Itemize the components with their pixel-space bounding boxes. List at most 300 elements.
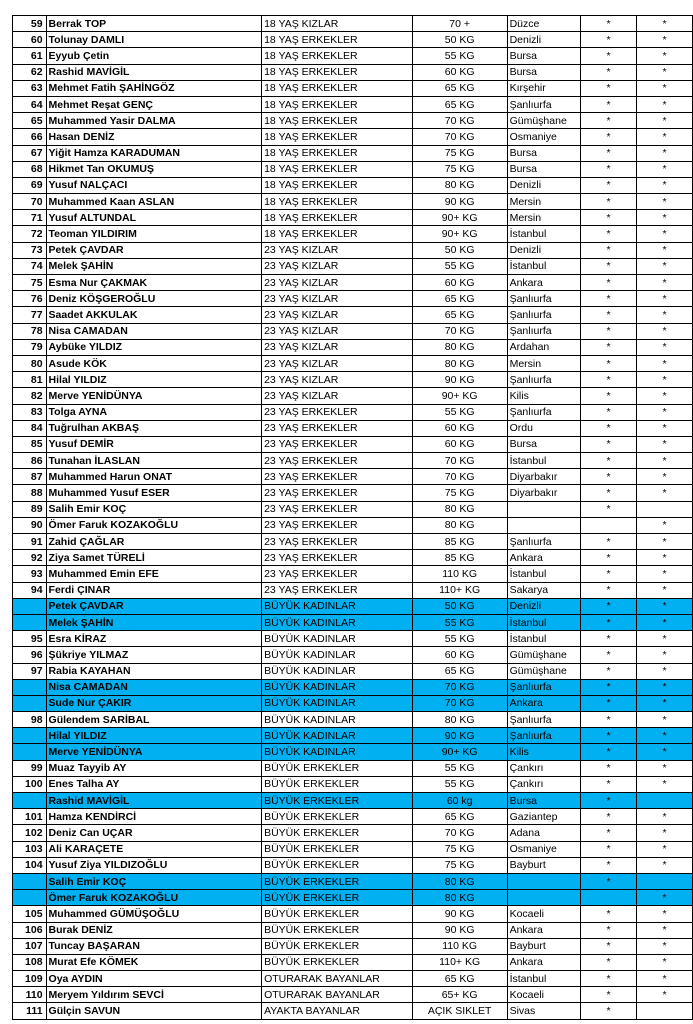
mark-cell-2: *	[637, 96, 693, 112]
mark-cell-2	[637, 501, 693, 517]
name-cell: Eyyub Çetin	[46, 48, 262, 64]
name-cell: Yusuf ALTUNDAL	[46, 210, 262, 226]
city-cell: Denizli	[507, 32, 581, 48]
weight-class-cell: 70 KG	[412, 113, 507, 129]
mark-cell-2: *	[637, 404, 693, 420]
mark-cell-1: *	[581, 339, 637, 355]
weight-class-cell: 80 KG	[412, 712, 507, 728]
mark-cell-1: *	[581, 793, 637, 809]
table-row	[13, 404, 693, 420]
weight-class-cell: 70 KG	[412, 469, 507, 485]
city-cell: Şanlıurfa	[507, 372, 581, 388]
weight-class-cell: 75 KG	[412, 841, 507, 857]
category-cell: 18 YAŞ ERKEKLER	[262, 80, 413, 96]
name-cell: Mehmet Fatih ŞAHİNGÖZ	[46, 80, 262, 96]
city-cell: Çankırı	[507, 760, 581, 776]
category-cell: 18 YAŞ ERKEKLER	[262, 161, 413, 177]
weight-class-cell: 90+ KG	[412, 388, 507, 404]
mark-cell-1: *	[581, 1003, 637, 1019]
city-cell: Ardahan	[507, 339, 581, 355]
city-cell	[507, 890, 581, 906]
city-cell: Ankara	[507, 275, 581, 291]
weight-class-cell: 75 KG	[412, 485, 507, 501]
weight-class-cell: 55 KG	[412, 258, 507, 274]
weight-class-cell: 110+ KG	[412, 954, 507, 970]
name-cell: Hilal YILDIZ	[46, 728, 262, 744]
mark-cell-1: *	[581, 129, 637, 145]
row-number-cell: 91	[13, 534, 47, 550]
mark-cell-2: *	[637, 987, 693, 1003]
mark-cell-1: *	[581, 614, 637, 630]
table-row	[13, 987, 693, 1003]
mark-cell-2: *	[637, 258, 693, 274]
weight-class-cell: 65 KG	[412, 307, 507, 323]
category-cell: 18 YAŞ ERKEKLER	[262, 113, 413, 129]
row-number-cell	[13, 695, 47, 711]
category-cell: 23 YAŞ KIZLAR	[262, 388, 413, 404]
table-row	[13, 323, 693, 339]
row-number-cell: 95	[13, 631, 47, 647]
mark-cell-2: *	[637, 420, 693, 436]
name-cell: Muhammed Harun ONAT	[46, 469, 262, 485]
weight-class-cell: 80 KG	[412, 517, 507, 533]
mark-cell-2: *	[637, 971, 693, 987]
weight-class-cell: 80 KG	[412, 890, 507, 906]
weight-class-cell: 90 KG	[412, 922, 507, 938]
name-cell: Yusuf DEMİR	[46, 436, 262, 452]
category-cell: BÜYÜK KADINLAR	[262, 598, 413, 614]
mark-cell-2: *	[637, 436, 693, 452]
city-cell: Bursa	[507, 436, 581, 452]
category-cell: 23 YAŞ KIZLAR	[262, 307, 413, 323]
table-row	[13, 145, 693, 161]
city-cell: Adana	[507, 825, 581, 841]
category-cell: BÜYÜK KADINLAR	[262, 647, 413, 663]
weight-class-cell: 85 KG	[412, 534, 507, 550]
name-cell: Deniz KÖŞGEROĞLU	[46, 291, 262, 307]
name-cell: Gülendem SARİBAL	[46, 712, 262, 728]
city-cell: İstanbul	[507, 258, 581, 274]
mark-cell-2: *	[637, 16, 693, 32]
table-row	[13, 194, 693, 210]
mark-cell-1: *	[581, 113, 637, 129]
row-number-cell: 60	[13, 32, 47, 48]
category-cell: 23 YAŞ ERKEKLER	[262, 517, 413, 533]
city-cell: Şanlıurfa	[507, 712, 581, 728]
name-cell: Hasan DENİZ	[46, 129, 262, 145]
row-number-cell	[13, 890, 47, 906]
weight-class-cell: 90+ KG	[412, 226, 507, 242]
row-number-cell: 62	[13, 64, 47, 80]
mark-cell-2: *	[637, 857, 693, 873]
table-row	[13, 760, 693, 776]
name-cell: Petek ÇAVDAR	[46, 242, 262, 258]
mark-cell-1: *	[581, 145, 637, 161]
name-cell: Salih Emir KOÇ	[46, 873, 262, 889]
table-row	[13, 420, 693, 436]
category-cell: 23 YAŞ KIZLAR	[262, 275, 413, 291]
weight-class-cell: 60 KG	[412, 275, 507, 291]
weight-class-cell: 75 KG	[412, 145, 507, 161]
category-cell: BÜYÜK ERKEKLER	[262, 793, 413, 809]
row-number-cell: 69	[13, 177, 47, 193]
row-number-cell	[13, 744, 47, 760]
category-cell: BÜYÜK ERKEKLER	[262, 922, 413, 938]
name-cell: Esra KİRAZ	[46, 631, 262, 647]
weight-class-cell: 55 KG	[412, 404, 507, 420]
city-cell: Kilis	[507, 744, 581, 760]
weight-class-cell: 70 KG	[412, 825, 507, 841]
name-cell: Enes Talha AY	[46, 776, 262, 792]
weight-class-cell: 90 KG	[412, 906, 507, 922]
mark-cell-2: *	[637, 32, 693, 48]
mark-cell-1: *	[581, 582, 637, 598]
city-cell: Ankara	[507, 954, 581, 970]
category-cell: 18 YAŞ ERKEKLER	[262, 210, 413, 226]
mark-cell-2: *	[637, 566, 693, 582]
category-cell: BÜYÜK ERKEKLER	[262, 938, 413, 954]
mark-cell-1: *	[581, 453, 637, 469]
city-cell: Şanlıurfa	[507, 679, 581, 695]
mark-cell-2: *	[637, 728, 693, 744]
table-row-highlighted	[13, 890, 693, 906]
table-row	[13, 372, 693, 388]
name-cell: Murat Efe KÖMEK	[46, 954, 262, 970]
weight-class-cell: 65 KG	[412, 809, 507, 825]
mark-cell-2: *	[637, 712, 693, 728]
category-cell: 23 YAŞ ERKEKLER	[262, 420, 413, 436]
city-cell: İstanbul	[507, 971, 581, 987]
category-cell: 18 YAŞ ERKEKLER	[262, 32, 413, 48]
mark-cell-2: *	[637, 323, 693, 339]
table-row	[13, 355, 693, 371]
table-row	[13, 64, 693, 80]
weight-class-cell: 70 KG	[412, 129, 507, 145]
category-cell: 23 YAŞ ERKEKLER	[262, 534, 413, 550]
name-cell: Berrak TOP	[46, 16, 262, 32]
table-row-highlighted	[13, 793, 693, 809]
weight-class-cell: 90 KG	[412, 194, 507, 210]
mark-cell-2: *	[637, 809, 693, 825]
category-cell: 23 YAŞ KIZLAR	[262, 242, 413, 258]
weight-class-cell: 50 KG	[412, 242, 507, 258]
city-cell: Bursa	[507, 161, 581, 177]
weight-class-cell: 110 KG	[412, 566, 507, 582]
city-cell: Diyarbakır	[507, 485, 581, 501]
mark-cell-2: *	[637, 129, 693, 145]
weight-class-cell: 90+ KG	[412, 210, 507, 226]
city-cell: Şanlıurfa	[507, 728, 581, 744]
category-cell: BÜYÜK KADINLAR	[262, 663, 413, 679]
name-cell: Hilal YILDIZ	[46, 372, 262, 388]
city-cell: Çankırı	[507, 776, 581, 792]
mark-cell-1: *	[581, 971, 637, 987]
mark-cell-1: *	[581, 631, 637, 647]
mark-cell-2: *	[637, 954, 693, 970]
name-cell: Rashid MAVİGİL	[46, 793, 262, 809]
table-row-highlighted	[13, 614, 693, 630]
name-cell: Asude KÖK	[46, 355, 262, 371]
table-row-highlighted	[13, 728, 693, 744]
weight-class-cell: 70 KG	[412, 323, 507, 339]
mark-cell-1: *	[581, 938, 637, 954]
mark-cell-1: *	[581, 275, 637, 291]
city-cell: Sivas	[507, 1003, 581, 1019]
mark-cell-1: *	[581, 776, 637, 792]
mark-cell-1: *	[581, 728, 637, 744]
mark-cell-1: *	[581, 161, 637, 177]
category-cell: BÜYÜK ERKEKLER	[262, 841, 413, 857]
table-row	[13, 113, 693, 129]
mark-cell-1: *	[581, 210, 637, 226]
weight-class-cell: 65 KG	[412, 971, 507, 987]
category-cell: BÜYÜK KADINLAR	[262, 712, 413, 728]
category-cell: 23 YAŞ ERKEKLER	[262, 469, 413, 485]
mark-cell-2: *	[637, 922, 693, 938]
mark-cell-1	[581, 517, 637, 533]
mark-cell-1: *	[581, 420, 637, 436]
table-row	[13, 96, 693, 112]
weight-class-cell: 75 KG	[412, 161, 507, 177]
name-cell: Deniz Can UÇAR	[46, 825, 262, 841]
mark-cell-2: *	[637, 614, 693, 630]
category-cell: 23 YAŞ ERKEKLER	[262, 404, 413, 420]
row-number-cell: 85	[13, 436, 47, 452]
category-cell: 23 YAŞ ERKEKLER	[262, 501, 413, 517]
row-number-cell: 104	[13, 857, 47, 873]
city-cell: Gümüşhane	[507, 663, 581, 679]
mark-cell-2: *	[637, 598, 693, 614]
category-cell: 23 YAŞ ERKEKLER	[262, 453, 413, 469]
category-cell: OTURARAK BAYANLAR	[262, 987, 413, 1003]
category-cell: 23 YAŞ ERKEKLER	[262, 436, 413, 452]
row-number-cell: 59	[13, 16, 47, 32]
table-row	[13, 16, 693, 32]
row-number-cell: 102	[13, 825, 47, 841]
category-cell: BÜYÜK ERKEKLER	[262, 954, 413, 970]
table-row	[13, 534, 693, 550]
mark-cell-1: *	[581, 436, 637, 452]
table-row	[13, 388, 693, 404]
table-row	[13, 631, 693, 647]
weight-class-cell: 60 KG	[412, 64, 507, 80]
mark-cell-1: *	[581, 873, 637, 889]
name-cell: Nisa CAMADAN	[46, 679, 262, 695]
row-number-cell: 89	[13, 501, 47, 517]
city-cell	[507, 517, 581, 533]
mark-cell-1: *	[581, 177, 637, 193]
mark-cell-2: *	[637, 631, 693, 647]
category-cell: BÜYÜK KADINLAR	[262, 695, 413, 711]
name-cell: Zahid ÇAĞLAR	[46, 534, 262, 550]
table-row	[13, 922, 693, 938]
weight-class-cell: 75 KG	[412, 857, 507, 873]
row-number-cell: 106	[13, 922, 47, 938]
city-cell: Kırşehir	[507, 80, 581, 96]
mark-cell-1: *	[581, 485, 637, 501]
name-cell: Sude Nur ÇAKIR	[46, 695, 262, 711]
table-row	[13, 647, 693, 663]
table-row	[13, 80, 693, 96]
weight-class-cell: 70 KG	[412, 695, 507, 711]
weight-class-cell: 80 KG	[412, 873, 507, 889]
city-cell: İstanbul	[507, 614, 581, 630]
table-row	[13, 566, 693, 582]
category-cell: OTURARAK BAYANLAR	[262, 971, 413, 987]
name-cell: Muaz Tayyib AY	[46, 760, 262, 776]
city-cell: Bursa	[507, 145, 581, 161]
mark-cell-2: *	[637, 226, 693, 242]
name-cell: Şükriye YILMAZ	[46, 647, 262, 663]
row-number-cell: 109	[13, 971, 47, 987]
mark-cell-1: *	[581, 388, 637, 404]
category-cell: 23 YAŞ ERKEKLER	[262, 566, 413, 582]
table-row	[13, 582, 693, 598]
mark-cell-1: *	[581, 906, 637, 922]
city-cell: İstanbul	[507, 631, 581, 647]
name-cell: Yusuf NALÇACI	[46, 177, 262, 193]
mark-cell-1: *	[581, 679, 637, 695]
row-number-cell: 70	[13, 194, 47, 210]
city-cell: Osmaniye	[507, 841, 581, 857]
mark-cell-2: *	[637, 307, 693, 323]
name-cell: Petek ÇAVDAR	[46, 598, 262, 614]
weight-class-cell: 55 KG	[412, 776, 507, 792]
row-number-cell: 84	[13, 420, 47, 436]
table-row	[13, 258, 693, 274]
table-row-highlighted	[13, 744, 693, 760]
name-cell: Muhammed GÜMÜŞOĞLU	[46, 906, 262, 922]
weight-class-cell: 70 KG	[412, 679, 507, 695]
table-row	[13, 469, 693, 485]
row-number-cell: 107	[13, 938, 47, 954]
city-cell: İstanbul	[507, 566, 581, 582]
name-cell: Ali KARAÇETE	[46, 841, 262, 857]
mark-cell-2	[637, 873, 693, 889]
table-row	[13, 48, 693, 64]
category-cell: BÜYÜK KADINLAR	[262, 744, 413, 760]
mark-cell-2: *	[637, 890, 693, 906]
weight-class-cell: 70 +	[412, 16, 507, 32]
table-row	[13, 129, 693, 145]
row-number-cell	[13, 614, 47, 630]
table-row	[13, 776, 693, 792]
row-number-cell: 103	[13, 841, 47, 857]
table-row	[13, 226, 693, 242]
category-cell: 18 YAŞ ERKEKLER	[262, 226, 413, 242]
city-cell: Diyarbakır	[507, 469, 581, 485]
city-cell: Şanlıurfa	[507, 323, 581, 339]
category-cell: 23 YAŞ ERKEKLER	[262, 485, 413, 501]
name-cell: Melek ŞAHİN	[46, 258, 262, 274]
mark-cell-1: *	[581, 857, 637, 873]
mark-cell-2: *	[637, 550, 693, 566]
category-cell: BÜYÜK KADINLAR	[262, 728, 413, 744]
table-row-highlighted	[13, 598, 693, 614]
mark-cell-1: *	[581, 695, 637, 711]
mark-cell-1: *	[581, 954, 637, 970]
weight-class-cell: 80 KG	[412, 177, 507, 193]
mark-cell-1: *	[581, 566, 637, 582]
name-cell: Yusuf Ziya YILDIZOĞLU	[46, 857, 262, 873]
table-row-highlighted	[13, 695, 693, 711]
mark-cell-2: *	[637, 825, 693, 841]
mark-cell-2: *	[637, 113, 693, 129]
city-cell: Bayburt	[507, 938, 581, 954]
row-number-cell: 68	[13, 161, 47, 177]
category-cell: 23 YAŞ ERKEKLER	[262, 582, 413, 598]
table-row	[13, 1003, 693, 1019]
weight-class-cell: 55 KG	[412, 614, 507, 630]
city-cell: Denizli	[507, 242, 581, 258]
mark-cell-1: *	[581, 647, 637, 663]
city-cell: Şanlıurfa	[507, 404, 581, 420]
city-cell: Osmaniye	[507, 129, 581, 145]
mark-cell-1: *	[581, 760, 637, 776]
weight-class-cell: 70 KG	[412, 453, 507, 469]
city-cell: Düzce	[507, 16, 581, 32]
row-number-cell: 86	[13, 453, 47, 469]
row-number-cell: 96	[13, 647, 47, 663]
row-number-cell: 99	[13, 760, 47, 776]
row-number-cell: 81	[13, 372, 47, 388]
row-number-cell: 82	[13, 388, 47, 404]
weight-class-cell: 80 KG	[412, 339, 507, 355]
row-number-cell	[13, 873, 47, 889]
mark-cell-1: *	[581, 372, 637, 388]
row-number-cell: 74	[13, 258, 47, 274]
weight-class-cell: 90+ KG	[412, 744, 507, 760]
weight-class-cell: 80 KG	[412, 355, 507, 371]
table-row	[13, 177, 693, 193]
mark-cell-2: *	[637, 760, 693, 776]
mark-cell-2: *	[637, 906, 693, 922]
city-cell: Bayburt	[507, 857, 581, 873]
city-cell: Bursa	[507, 793, 581, 809]
mark-cell-1: *	[581, 987, 637, 1003]
table-row	[13, 712, 693, 728]
name-cell: Ziya Samet TÜRELİ	[46, 550, 262, 566]
mark-cell-1: *	[581, 825, 637, 841]
weight-class-cell: 60 KG	[412, 420, 507, 436]
name-cell: Ferdi ÇINAR	[46, 582, 262, 598]
row-number-cell: 101	[13, 809, 47, 825]
mark-cell-1: *	[581, 16, 637, 32]
mark-cell-1: *	[581, 744, 637, 760]
name-cell: Tuğrulhan AKBAŞ	[46, 420, 262, 436]
city-cell: Kocaeli	[507, 987, 581, 1003]
mark-cell-2: *	[637, 161, 693, 177]
mark-cell-2: *	[637, 517, 693, 533]
category-cell: 18 YAŞ ERKEKLER	[262, 64, 413, 80]
row-number-cell: 87	[13, 469, 47, 485]
category-cell: BÜYÜK ERKEKLER	[262, 873, 413, 889]
name-cell: Rabia KAYAHAN	[46, 663, 262, 679]
weight-class-cell: 65+ KG	[412, 987, 507, 1003]
table-row-highlighted	[13, 679, 693, 695]
table-row	[13, 550, 693, 566]
mark-cell-2: *	[637, 534, 693, 550]
name-cell: Oya AYDIN	[46, 971, 262, 987]
row-number-cell: 76	[13, 291, 47, 307]
name-cell: Ömer Faruk KOZAKOĞLU	[46, 890, 262, 906]
mark-cell-2: *	[637, 372, 693, 388]
name-cell: Hamza KENDİRCİ	[46, 809, 262, 825]
name-cell: Salih Emir KOÇ	[46, 501, 262, 517]
name-cell: Merve YENİDÜNYA	[46, 744, 262, 760]
category-cell: 18 YAŞ ERKEKLER	[262, 48, 413, 64]
name-cell: Muhammed Kaan ASLAN	[46, 194, 262, 210]
